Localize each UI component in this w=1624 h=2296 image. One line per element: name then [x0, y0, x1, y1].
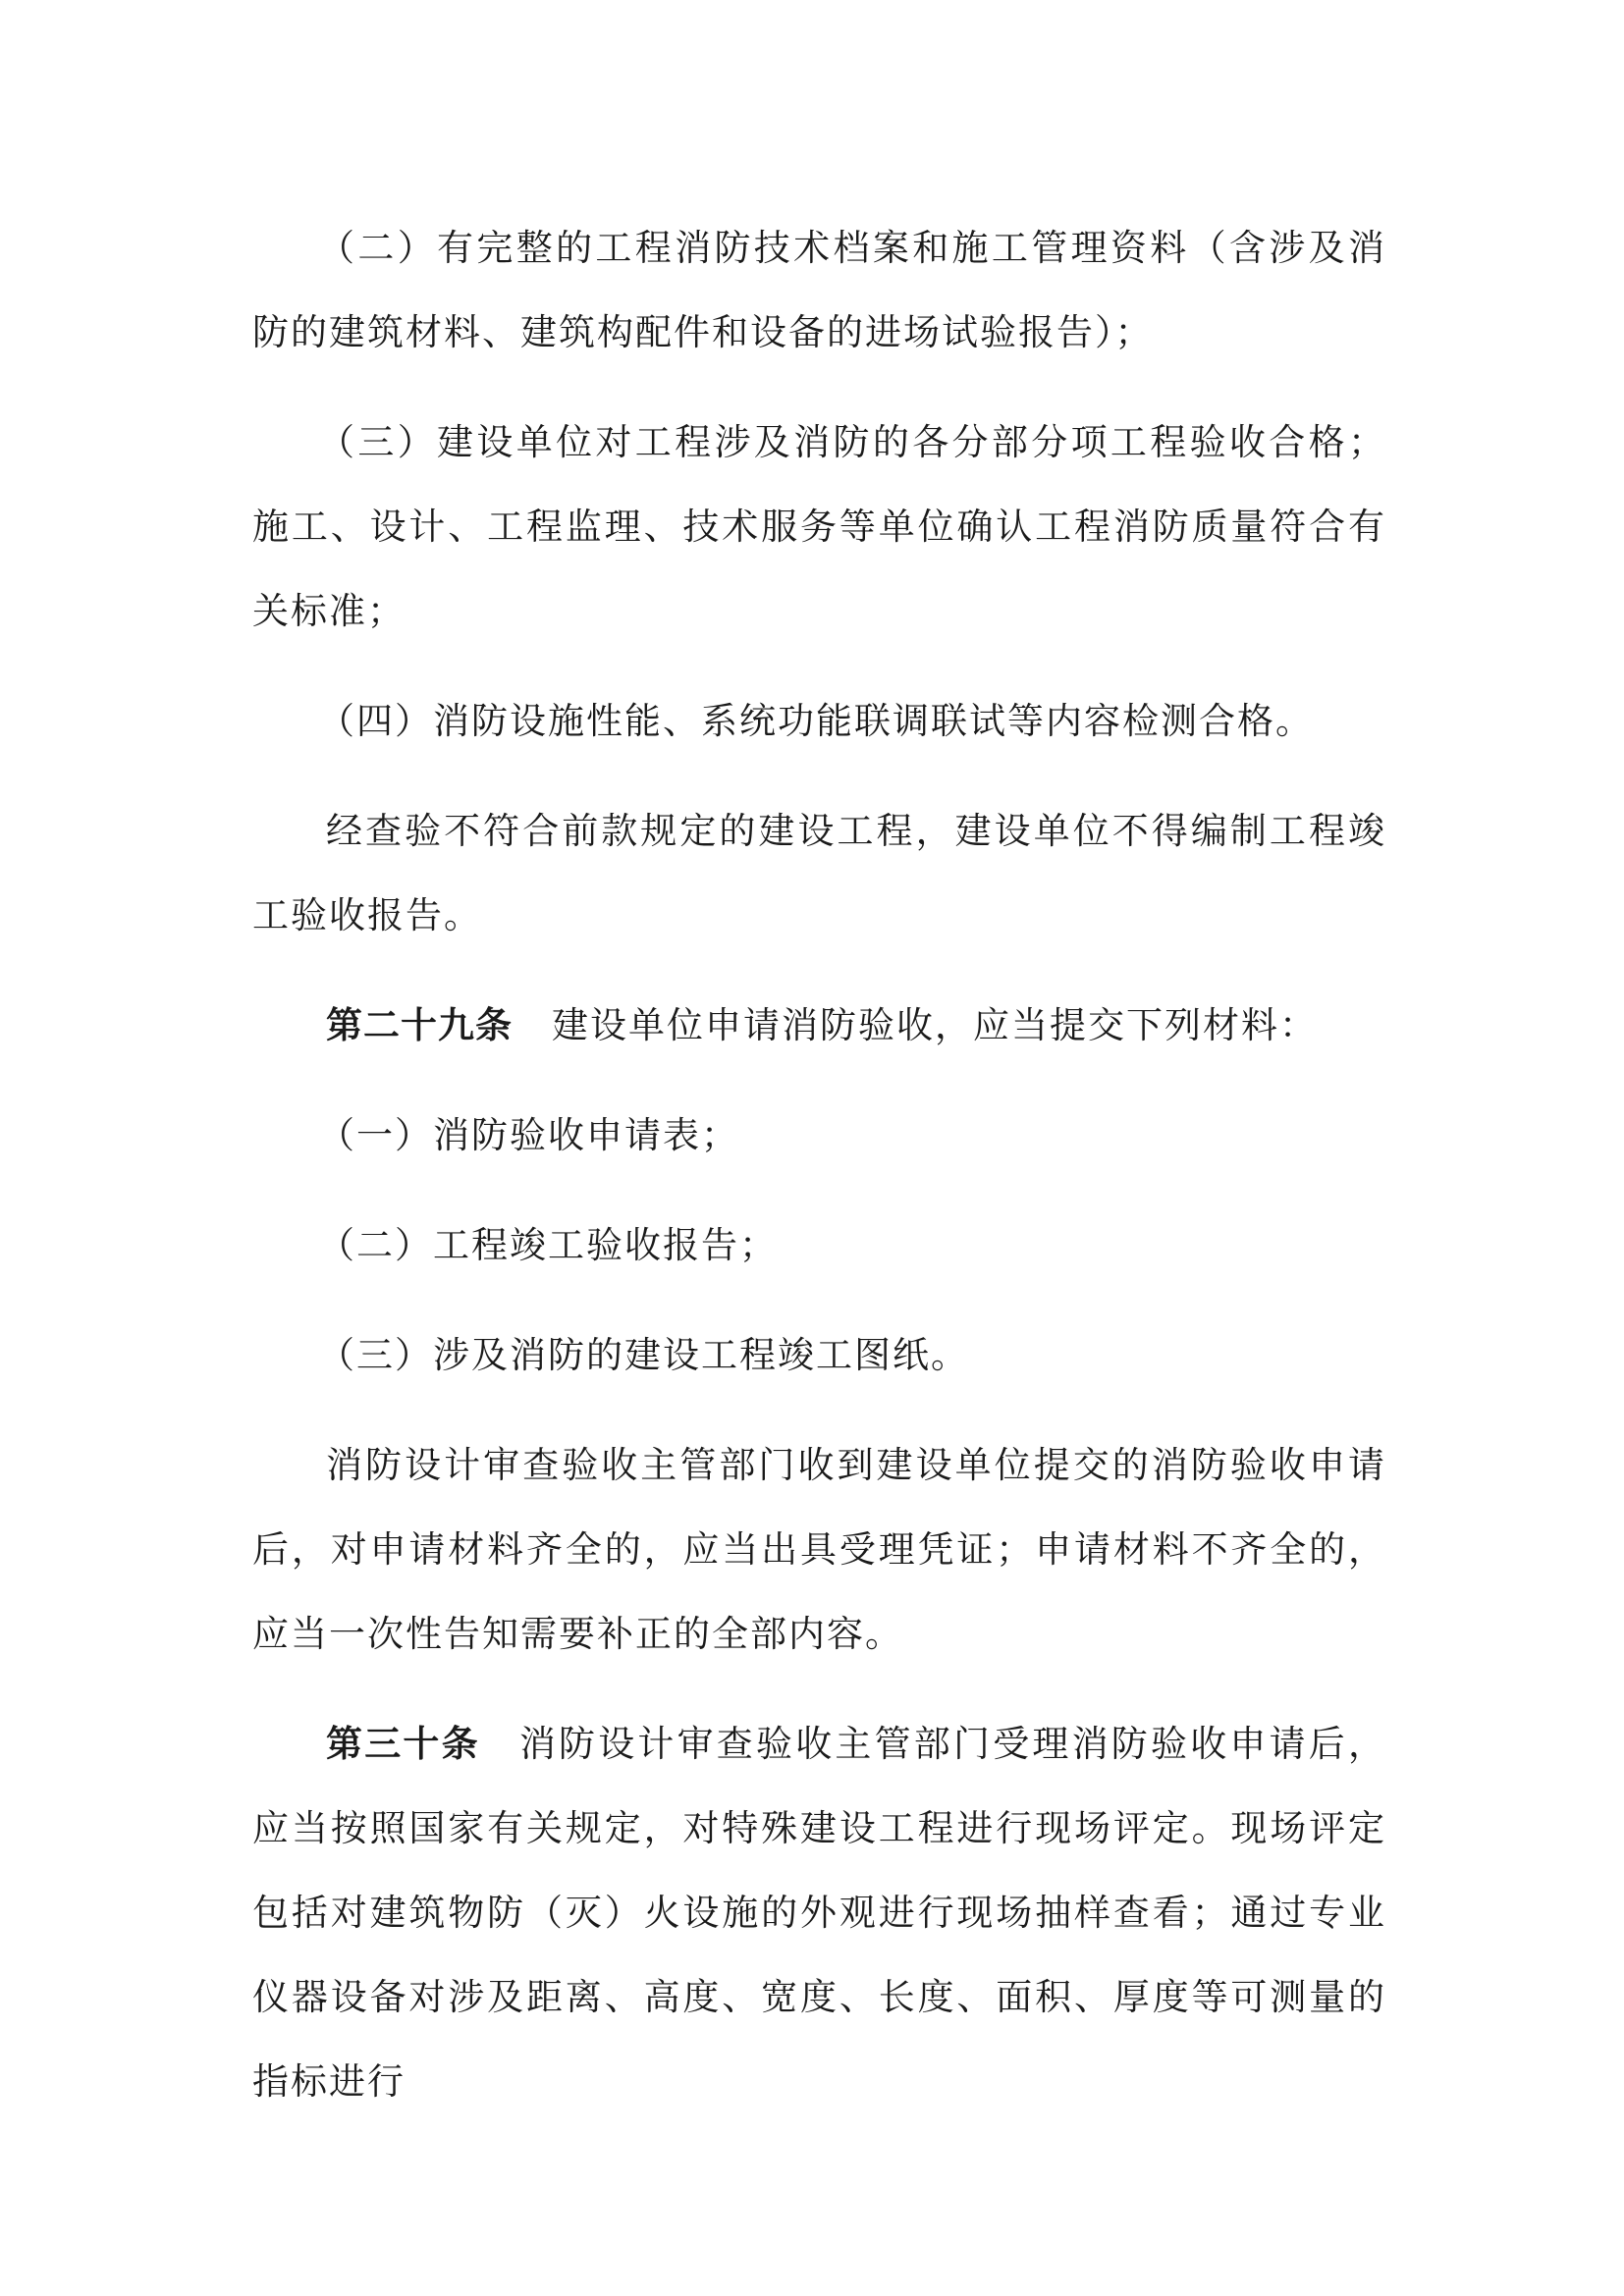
article-30	[252, 1702, 1386, 2124]
material-item-3	[252, 1313, 1386, 1398]
clause-item-2	[252, 206, 1386, 375]
document-page	[252, 206, 1386, 2124]
clause-item-3	[252, 400, 1386, 654]
paragraph-text: （二）有完整的工程消防技术档案和施工管理资料（含涉及消防的建筑材料、建筑构配件和设备的进场试验报告）；	[252, 227, 1386, 353]
paragraph-text: （二）工程竣工验收报告；	[318, 1224, 778, 1266]
paragraph-text: 消防设计审查验收主管部门收到建设单位提交的消防验收申请后，对申请材料齐全的，应当出具受理凭证；申请材料不齐全的，应当一次性告知需要补正的全部内容。	[252, 1444, 1386, 1655]
article-heading: 第二十九条	[326, 1004, 513, 1046]
paragraph-text: （三）建设单位对工程涉及消防的各分部分项工程验收合格；施工、设计、工程监理、技术服务等单位确认工程消防质量符合有关标准；	[252, 421, 1386, 632]
article-heading: 第三十条	[326, 1723, 480, 1765]
paragraph-text: （三）涉及消防的建设工程竣工图纸。	[318, 1334, 969, 1376]
paragraph-text: 建设单位申请消防验收，应当提交下列材料：	[552, 1004, 1318, 1046]
paragraph-text: （四）消防设施性能、系统功能联调联试等内容检测合格。	[318, 700, 1314, 742]
material-item-1	[252, 1094, 1386, 1178]
paragraph-acceptance	[252, 1423, 1386, 1677]
article-29	[252, 984, 1386, 1068]
paragraph-text: 经查验不符合前款规定的建设工程，建设单位不得编制工程竣工验收报告。	[252, 810, 1386, 936]
material-item-2	[252, 1203, 1386, 1288]
paragraph-noncompliance	[252, 789, 1386, 958]
paragraph-text: （一）消防验收申请表；	[318, 1114, 739, 1156]
paragraph-text: 消防设计审查验收主管部门受理消防验收申请后，应当按照国家有关规定，对特殊建设工程进行现场评定。现场评定包括对建筑物防（灭）火设施的外观进行现场抽样查看；通过专业仪器设备对涉及距离、高度、宽度、长度、面积、厚度等可测量的指标进行	[252, 1723, 1387, 2103]
clause-item-4	[252, 679, 1386, 764]
